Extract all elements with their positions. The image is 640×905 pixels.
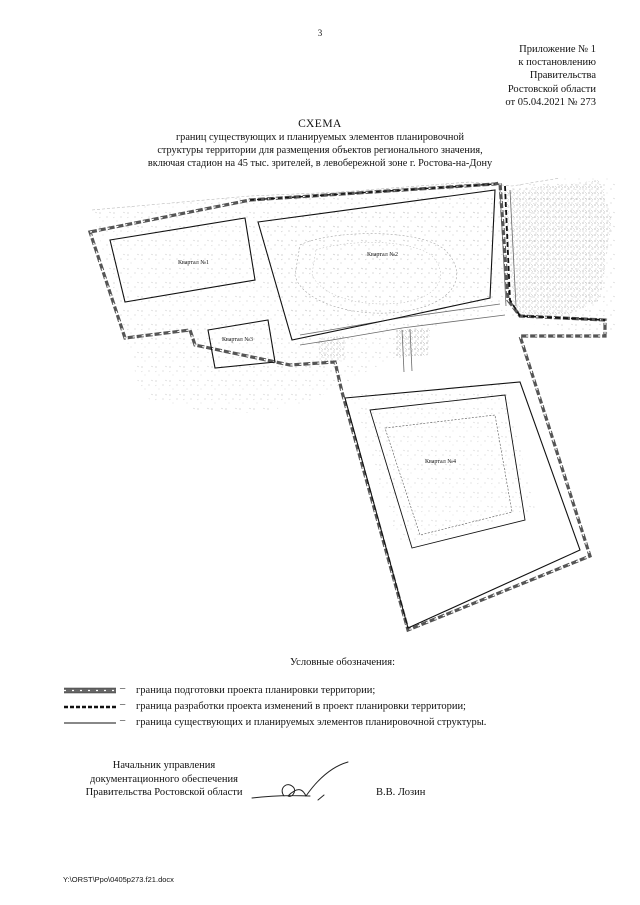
signer-position [64, 759, 264, 800]
thin-solid-line-icon [64, 719, 116, 727]
appendix-line: от 05.04.2021 № 273 [505, 96, 596, 108]
signer-name: В.В. Лозин [376, 787, 426, 798]
legend-dash: – [120, 715, 126, 726]
signer-position-line: Начальник управления [112, 760, 216, 771]
legend-title: Условные обозначения: [290, 657, 396, 668]
survey-background [92, 176, 616, 548]
page-number: 3 [317, 28, 323, 38]
document-title [0, 117, 640, 170]
territory-map [0, 176, 640, 646]
thick-dashed-line-icon [64, 703, 116, 711]
legend-text: граница разработки проекта изменений в проект планировки территории; [136, 701, 466, 712]
block-label-4: Квартал №4 [425, 459, 456, 465]
legend-dash: – [120, 699, 126, 710]
appendix-line: Ростовской области [507, 83, 596, 95]
appendix-line: к постановлению [518, 57, 596, 69]
appendix-line: Правительства [529, 70, 596, 82]
handwritten-signature [248, 758, 358, 808]
legend-text: граница существующих и планируемых элементов планировочной структуры. [136, 717, 487, 728]
title-line: границ существующих и планируемых элементов планировочной [175, 132, 465, 143]
file-path: Y:\ORST\Ppo\0405p273.f21.docx [63, 875, 174, 884]
block-label-1: Квартал №1 [178, 260, 209, 266]
title-main: СХЕМА [298, 118, 342, 130]
block-label-2: Квартал №2 [367, 252, 398, 258]
block-label-3: Квартал №3 [222, 337, 253, 343]
appendix-line: Приложение № 1 [519, 44, 596, 55]
hatched-band-icon [64, 687, 116, 695]
title-line: структуры территории для размещения объектов регионального значения, [157, 145, 483, 156]
signer-position-line: Правительства Ростовской области [85, 787, 243, 798]
signer-position-line: документационного обеспечения [90, 773, 238, 785]
appendix-header [396, 43, 596, 109]
legend-text: граница подготовки проекта планировки территории; [136, 685, 376, 696]
legend-dash: – [120, 683, 126, 694]
title-line: включая стадион на 45 тыс. зрителей, в левобережной зоне г. Ростова-на-Дону [147, 158, 493, 169]
